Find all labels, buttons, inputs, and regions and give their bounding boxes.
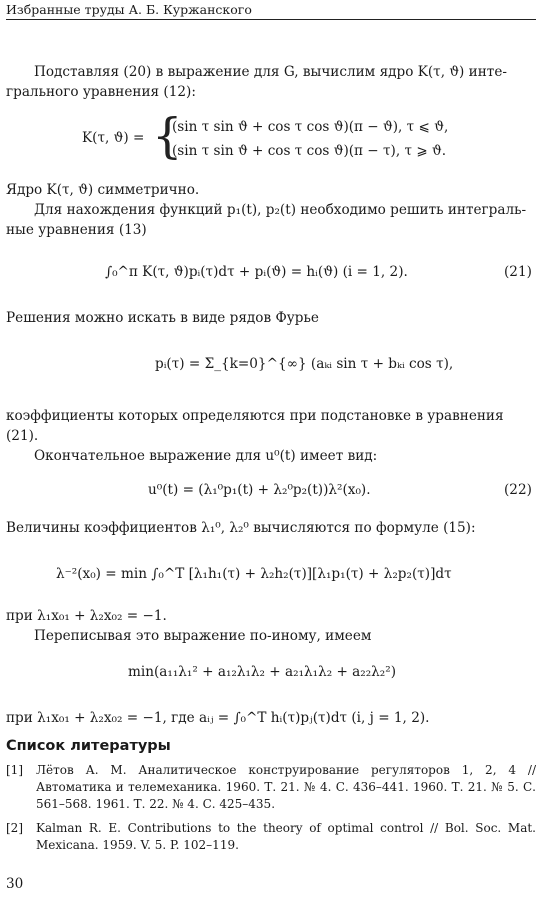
paragraph-line: при λ₁x₀₁ + λ₂x₀₂ = −1, где aᵢⱼ = ∫₀^T hᵢ(τ)pⱼ(τ)dτ (i, j = 1, 2). xyxy=(6,710,430,726)
paragraph-line: Ядро K(τ, ϑ) симметрично. xyxy=(6,182,200,198)
references-heading: Список литературы xyxy=(6,738,171,754)
running-head: Избранные труды А. Б. Куржанского xyxy=(6,2,536,20)
equation-22: u⁰(t) = (λ₁⁰p₁(t) + λ₂⁰p₂(t))λ²(x₀). xyxy=(148,482,371,498)
fourier-series-equation: pᵢ(τ) = Σ_{k=0}^{∞} (aₖᵢ sin τ + bₖᵢ cos τ), xyxy=(155,356,454,372)
reference-item xyxy=(6,762,536,814)
paragraph-line: Подставляя (20) в выражение для G, вычислим ядро K(τ, ϑ) инте- xyxy=(34,64,507,80)
paragraph-line: при λ₁x₀₁ + λ₂x₀₂ = −1. xyxy=(6,608,167,624)
min-equation: min(a₁₁λ₁² + a₁₂λ₁λ₂ + a₂₁λ₁λ₂ + a₂₂λ₂²) xyxy=(128,664,396,680)
paragraph-line: Для нахождения функций p₁(t), p₂(t) необходимо решить интеграль- xyxy=(34,202,527,218)
paragraph-line: Величины коэффициентов λ₁⁰, λ₂⁰ вычисляются по формуле (15): xyxy=(6,520,476,536)
paragraph-line: ные уравнения (13) xyxy=(6,222,147,238)
paragraph-line: (21). xyxy=(6,428,39,444)
equation-21: ∫₀^π K(τ, ϑ)pᵢ(τ)dτ + pᵢ(ϑ) = hᵢ(ϑ) (i = 1, 2). xyxy=(105,264,408,280)
kernel-case-1: (sin τ sin ϑ + cos τ cos ϑ)(π − ϑ), τ ⩽ ϑ, xyxy=(172,119,449,135)
kernel-case-2: (sin τ sin ϑ + cos τ cos ϑ)(π − τ), τ ⩾ ϑ. xyxy=(172,143,447,159)
paragraph-line: Переписывая это выражение по-иному, имеем xyxy=(34,628,372,644)
paragraph-line: Решения можно искать в виде рядов Фурье xyxy=(6,310,319,326)
reference-text: Лётов А. М. Аналитическое конструирование регуляторов 1, 2, 4 // Автоматика и телемеханика. 1960. Т. 21. № 4. С. 436–441. 1960. Т. 21. № 5. С. 561–568. 1961. Т. 22. № 4. С. 425–435. xyxy=(36,763,536,811)
page-number: 30 xyxy=(6,876,24,892)
reference-number: [1] xyxy=(6,763,23,777)
equation-number: (21) xyxy=(504,264,532,280)
paragraph-line: коэффициенты которых определяются при подстановке в уравнения xyxy=(6,408,504,424)
kernel-equation-lhs: K(τ, ϑ) = xyxy=(82,130,145,146)
brace-symbol: { xyxy=(152,108,183,164)
reference-item xyxy=(6,820,536,856)
paragraph-line: Окончательное выражение для u⁰(t) имеет вид: xyxy=(34,448,378,464)
paragraph-line: грального уравнения (12): xyxy=(6,84,196,100)
reference-text: Kalman R. E. Contributions to the theory of optimal control // Bol. Soc. Mat. Mexicana. 1959. V. 5. P. 102–119. xyxy=(36,821,536,852)
equation-number: (22) xyxy=(504,482,532,498)
reference-number: [2] xyxy=(6,821,23,835)
lambda-equation: λ⁻²(x₀) = min ∫₀^T [λ₁h₁(τ) + λ₂h₂(τ)][λ₁p₁(τ) + λ₂p₂(τ)]dτ xyxy=(56,566,452,582)
